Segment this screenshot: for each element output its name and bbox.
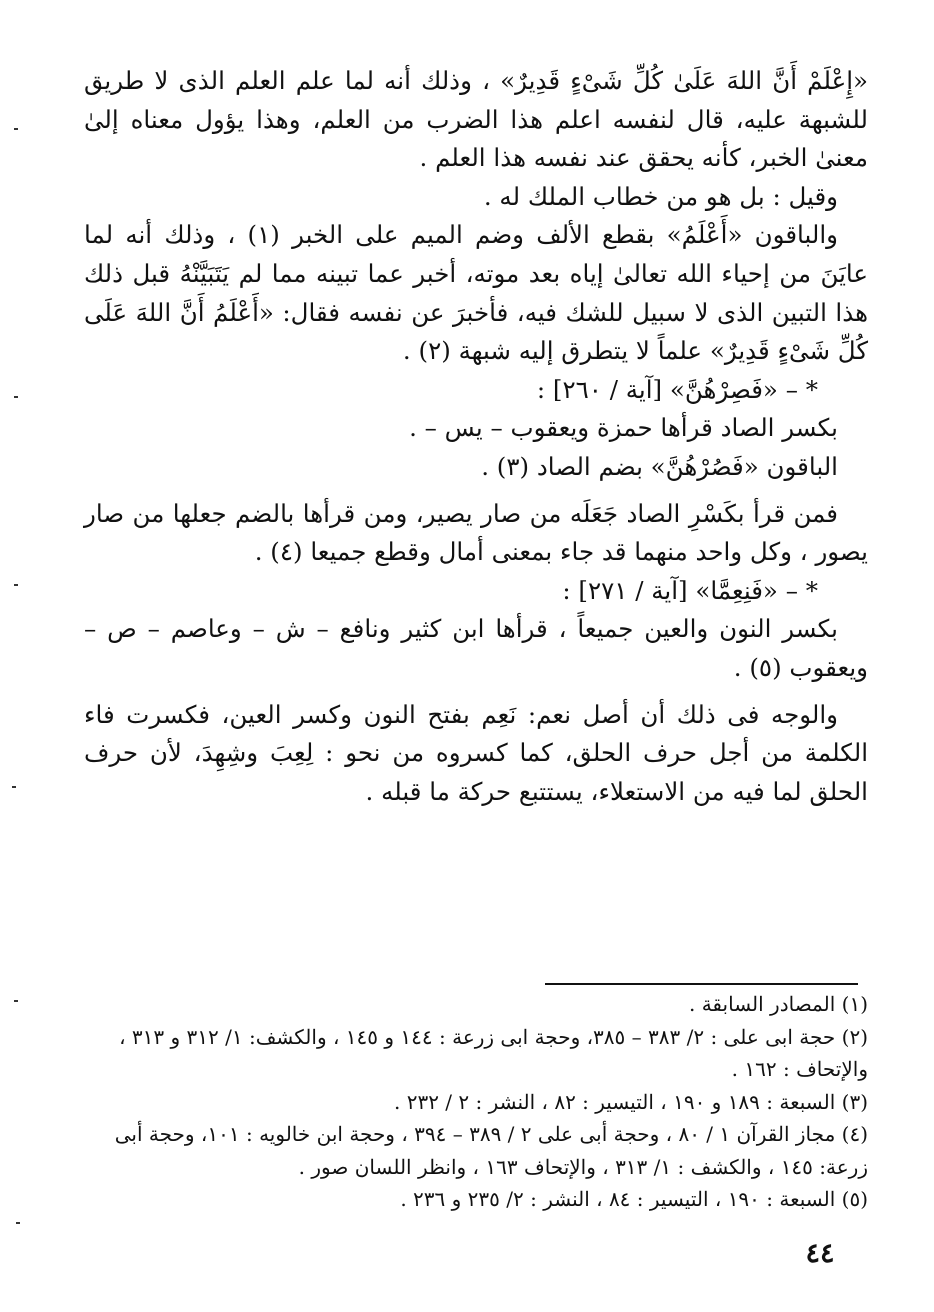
main-text bbox=[84, 62, 868, 811]
footnote: (٤) مجاز القرآن ١ / ٨٠ ، وحجة أبى على ٢ / ٣٨٩ – ٣٩٤ ، وحجة ابن خالويه : ١٠١، وحجة أبى زرعة: ١٤٥ ، والكشف : ١/ ٣١٣ ، والإتحاف ١٦٣ ، وانظر اللسان صور . bbox=[114, 1122, 868, 1179]
page-number: ٤٤ bbox=[805, 1238, 835, 1269]
scan-speck bbox=[14, 396, 18, 398]
verse-heading: * – «فَصِرْهُنَّ» [آية / ٢٦٠] : bbox=[536, 374, 818, 404]
verse-heading: * – «فَنِعِمَّا» [آية / ٢٧١] : bbox=[562, 575, 818, 605]
paragraph: «إِعْلَمْ أَنَّ اللهَ عَلَىٰ كُلِّ شَىْءٍ قَدِيرٌ» ، وذلك أنه لما علم العلم الذى لا طريق للشبهة عليه، قال لنفسه اعلم هذا الضرب من العلم، وهذا يؤول معناه إلىٰ معنىٰ الخبر، كأنه يحقق عند نفسه هذا العلم . bbox=[84, 66, 868, 173]
scan-speck bbox=[14, 128, 18, 130]
footnote: (١) المصادر السابقة . bbox=[688, 992, 868, 1016]
footnotes bbox=[84, 988, 868, 1216]
scan-speck bbox=[14, 584, 18, 586]
paragraph: بكسر الصاد قرأها حمزة ويعقوب – يس – . bbox=[409, 413, 838, 443]
paragraph: بكسر النون والعين جميعاً ، قرأها ابن كثير ونافع – ش – وعاصم – ص – ويعقوب (٥) . bbox=[84, 614, 868, 682]
footnote: (٣) السبعة : ١٨٩ و ١٩٠ ، التيسير : ٨٢ ، النشر : ٢ / ٢٣٢ . bbox=[393, 1089, 868, 1114]
paragraph: وقيل : بل هو من خطاب الملك له . bbox=[483, 181, 838, 211]
scan-speck bbox=[12, 786, 16, 788]
paragraph: فمن قرأ بكَسْرِ الصاد جَعَلَه من صار يصير، ومن قرأها بالضم جعلها من صار يصور ، وكل واحد منهما قد جاء بمعنى أمال وقطع جميعا (٤) . bbox=[84, 498, 868, 567]
scan-speck bbox=[14, 1000, 18, 1002]
scan-speck bbox=[16, 1222, 20, 1224]
footnote: (٢) حجة ابى على : ٢/ ٣٨٣ – ٣٨٥، وحجة ابى زرعة : ١٤٤ و ١٤٥ ، والكشف: ١/ ٣١٢ و ٣١٣ ، والإتحاف : ١٦٢ . bbox=[119, 1024, 868, 1081]
footnote: (٥) السبعة : ١٩٠ ، التيسير : ٨٤ ، النشر : ٢/ ٢٣٥ و ٢٣٦ . bbox=[400, 1187, 868, 1211]
paragraph: والوجه فى ذلك أن أصل نعم: نَعِم بفتح النون وكسر العين، فكسرت فاء الكلمة من أجل حرف الحلق، كما كسروه من نحو : لِعِبَ وشِهِدَ، لأن حرف الحلق لما فيه من الاستعلاء، يستتبع حركة ما قبله . bbox=[84, 699, 868, 806]
footnote-separator bbox=[545, 983, 858, 985]
paragraph: والباقون «أَعْلَمُ» بقطع الألف وضم الميم على الخبر (١) ، وذلك أنه لما عايَنَ من إحياء الله تعالىٰ إياه بعد موته، أخبر عما تبينه مما لم يَتَبَيَّنْهُ قبل ذلك هذا التبين الذى لا سبيل للشك فيه، فأخبرَ عن نفسه فقال: «أَعْلَمُ أَنَّ اللهَ عَلَى كُلِّ شَىْءٍ قَدِيرٌ» علماً لا يتطرق إليه شبهة (٢) . bbox=[84, 220, 868, 366]
paragraph: الباقون «فَصُرْهُنَّ» بضم الصاد (٣) . bbox=[481, 451, 838, 481]
